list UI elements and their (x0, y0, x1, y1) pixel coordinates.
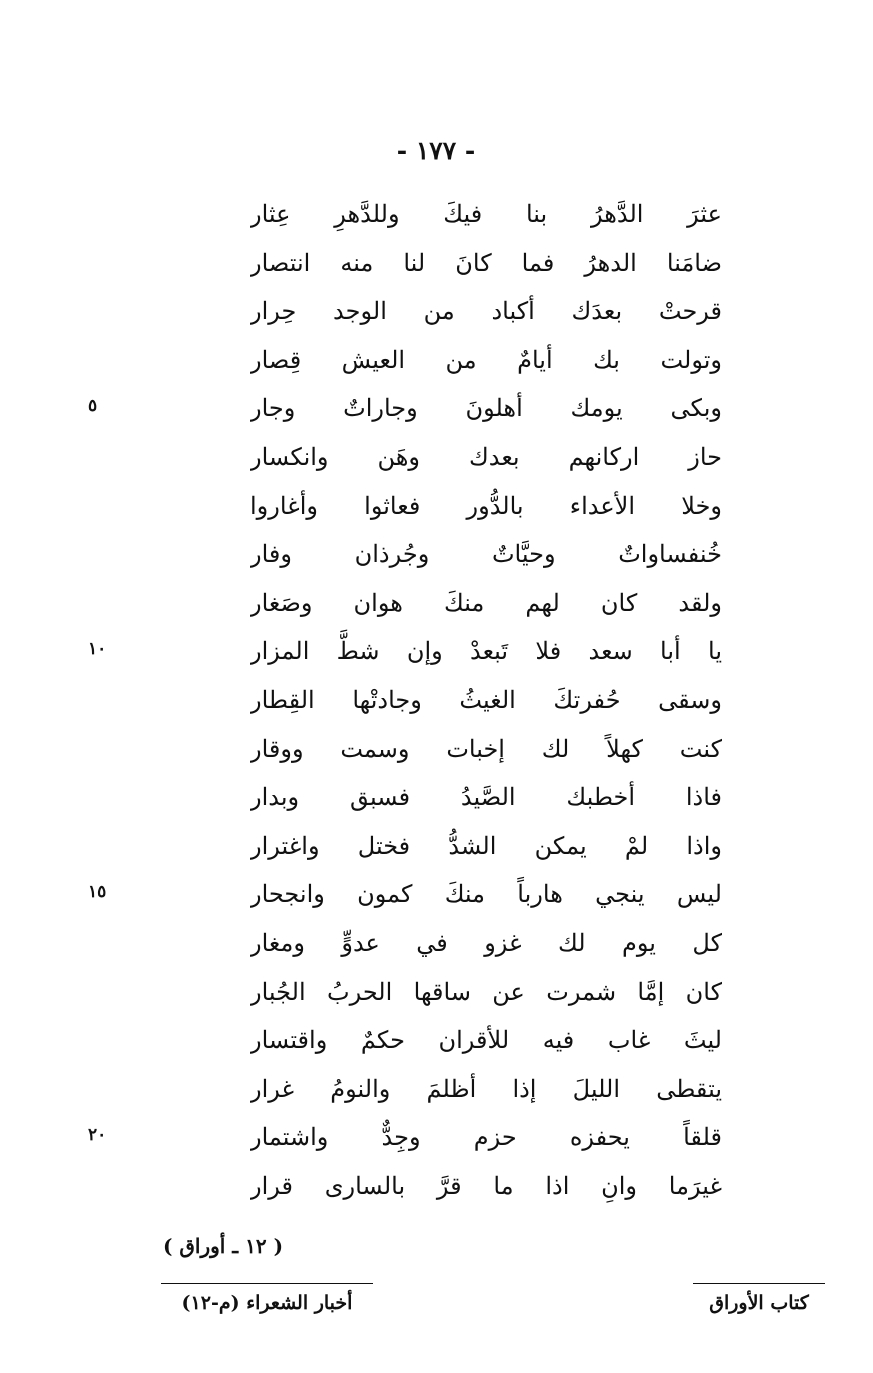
signature-mark: ( ١٢ ـ أوراق ) (162, 1234, 284, 1258)
verse-line: غيرَما وانِ اذا ما قرَّ بالسارى قرار (250, 1171, 722, 1200)
verse-line: كل يوم لك غزو في عدوٍّ ومغار (250, 928, 722, 957)
verse-line: ضامَنا الدهرُ فما كانَ لنا منه انتصار (250, 248, 722, 277)
verse-line: قرحتْ بعدَك أكباد من الوجد حِرار (250, 297, 722, 326)
verse-line: وخلا الأعداء بالدُّور فعاثوا وأغاروا (250, 491, 722, 520)
verse-line: وتولت بك أيامٌ من العيش قِصار (250, 345, 722, 374)
line-number-marker: ١٠ (88, 639, 107, 660)
verse-line: قلقاً يحفزه حزم وجِدٌّ واشتمار (250, 1123, 722, 1152)
line-number-marker: ١٥ (88, 882, 107, 903)
poem-verses (250, 190, 722, 1210)
verse-line: ليثَ غاب فيه للأقران حكمٌ واقتسار (250, 1026, 722, 1055)
verse-line: حاز اركانهم بعدك وهَن وانكسار (250, 442, 722, 471)
verse-line: ولقد كان لهم منكَ هوان وصَغار (250, 588, 722, 617)
verse-line: واذا لمْ يمكن الشدُّ فختل واغترار (250, 831, 722, 860)
verse-line: يا أبا سعد فلا تَبعدْ وإن شطَّ المزار (250, 637, 722, 666)
verse-line: وبكى يومك أهلونَ وجاراتٌ وجار (250, 394, 722, 423)
verse-line: فاذا أخطبك الصَّيدُ فسبق وبدار (250, 783, 722, 812)
verse-line: كنت كهلاً لك إخبات وسمت ووقار (250, 734, 722, 763)
page-number: - ١٧٧ - (396, 136, 476, 165)
footer-rule-left (161, 1283, 373, 1284)
line-number-marker: ٥ (88, 396, 98, 417)
verse-line: خُنفساواتٌ وحيَّاتٌ وجُرذان وفار (250, 540, 722, 569)
verse-line: يتقطى الليلَ إذا أظلمَ والنومُ غرار (250, 1074, 722, 1103)
verse-line: كان إمَّا شمرت عن ساقها الحربُ الجُبار (250, 977, 722, 1006)
footer-source-title: أخبار الشعراء (م-١٢) (181, 1292, 353, 1314)
verse-line: وسقى حُفرتكَ الغيثُ وجادتْها القِطار (250, 685, 722, 714)
verse-line: ليس ينجي هارباً منكَ كمون وانجحار (250, 880, 722, 909)
footer-rule-right (693, 1283, 825, 1284)
footer-book-title: كتاب الأوراق (709, 1292, 809, 1314)
line-number-marker: ٢٠ (88, 1125, 107, 1146)
verse-line: عثرَ الدَّهرُ بنا فيكَ وللدَّهرِ عِثار (250, 200, 722, 228)
